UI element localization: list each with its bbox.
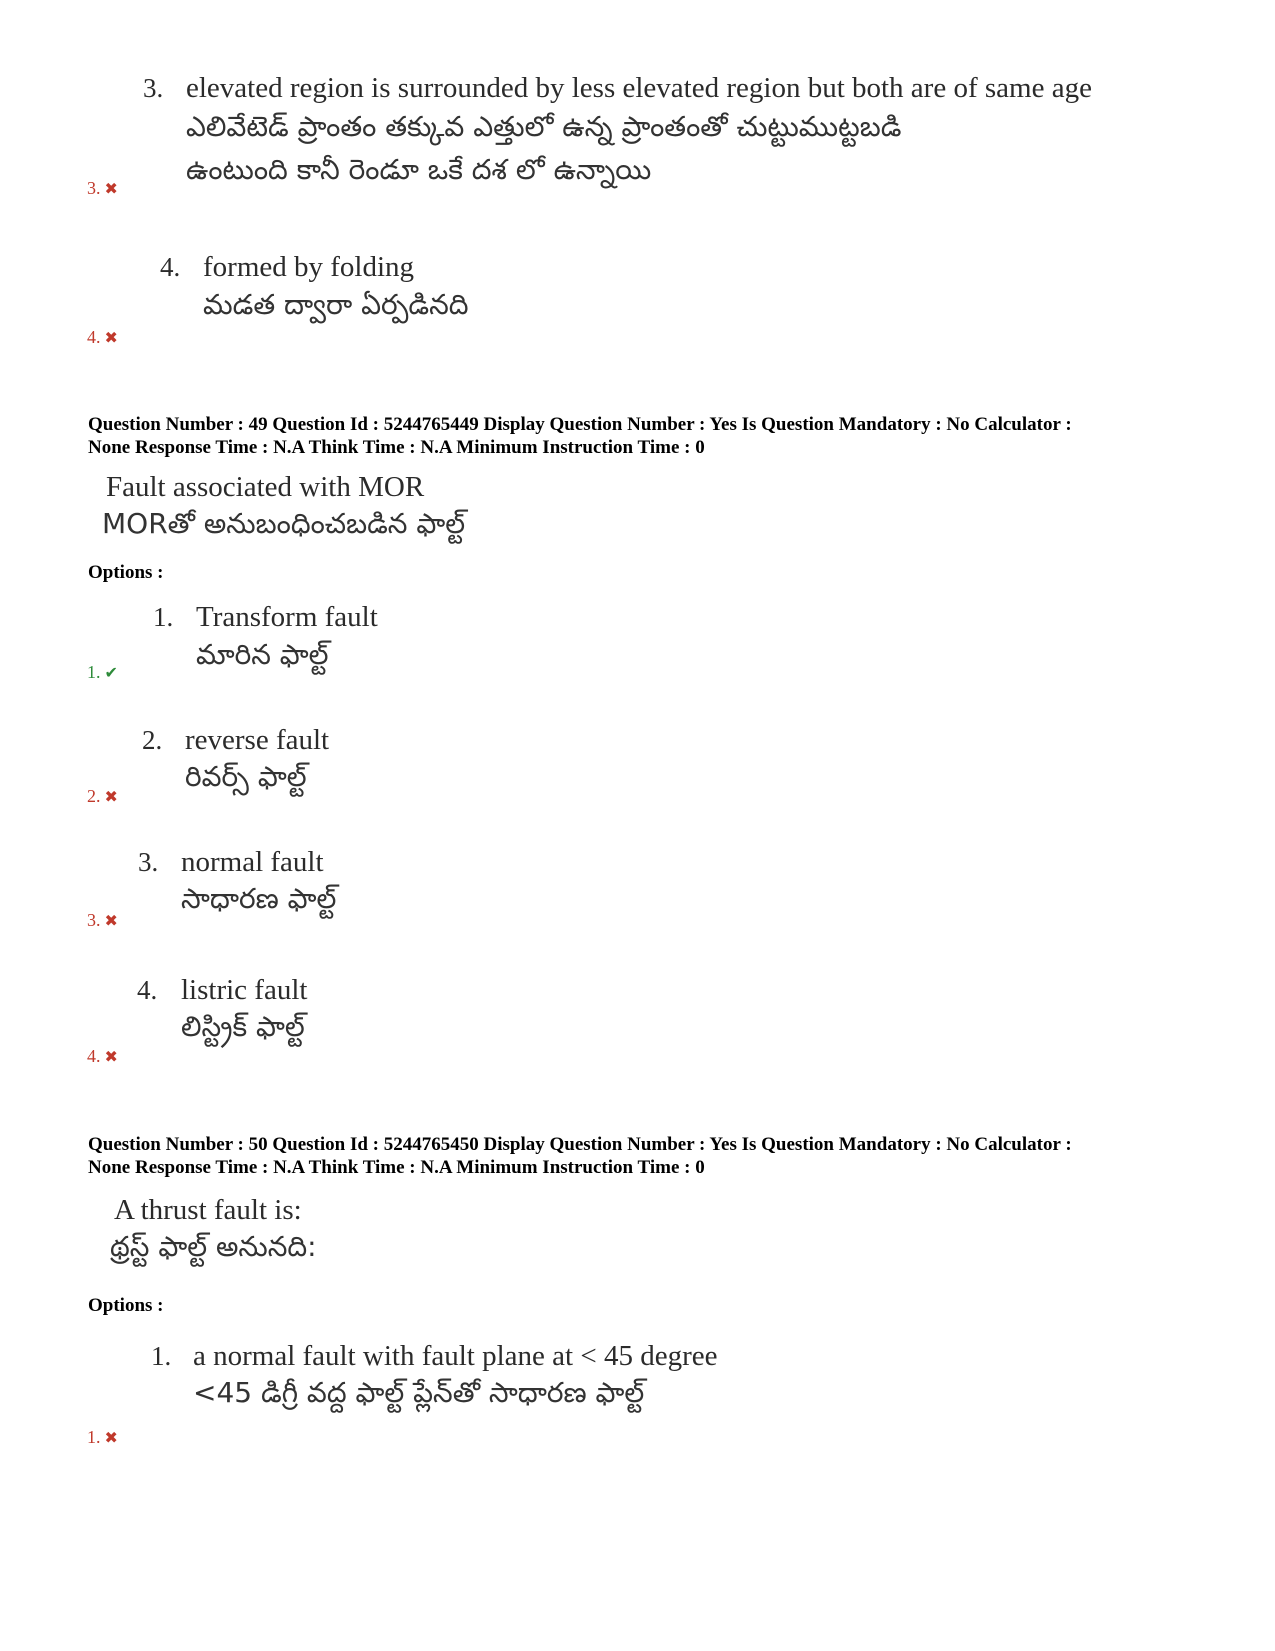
question-meta: Question Number : 49 Question Id : 5244765449 Display Question Number : Yes Is Question Mandatory : No Calculator : None Response Time : N.A Think Time : N.A Minimum Instruction Time : 0 [88, 414, 1072, 458]
option-number: 4. [160, 252, 181, 282]
option-number: 1. [151, 1341, 172, 1371]
wrong-answer-marker: 4. ✖ [87, 327, 118, 347]
options-label: Options : [88, 562, 164, 583]
option-number: 3. [143, 73, 164, 103]
cross-icon: ✖ [104, 1428, 118, 1447]
option-text-en: formed by folding [203, 251, 415, 283]
option-text-te: మారిన ఫాల్ట్ [196, 638, 329, 671]
option-text-en: elevated region is surrounded by less elevated region but both are of same age [186, 72, 1092, 104]
option-number: 3. [138, 847, 159, 877]
wrong-answer-marker: 4. ✖ [87, 1046, 118, 1066]
option-text-te: <45 డిగ్రీ వద్ద ఫాల్ట్ ప్లేన్‌తో సాధారణ ఫాల్ట్ [193, 1376, 645, 1409]
cross-icon: ✖ [104, 179, 118, 198]
option-number: 1. [153, 602, 174, 632]
correct-answer-marker: 1. ✔ [87, 662, 118, 682]
option-text-te: మడత ద్వారా ఏర్పడినది [203, 288, 469, 321]
question-text-te: MORతో అనుబంధించబడిన ఫాల్ట్ [102, 507, 466, 540]
option-text-te: ఎలివేటెడ్ ప్రాంతం తక్కువ ఎత్తులో ఉన్న ప్రాంతంతో చుట్టుముట్టబడి [186, 110, 902, 143]
cross-icon: ✖ [104, 911, 118, 930]
checkmark-icon: ✔ [104, 663, 118, 682]
question-text-te: థ్రస్ట్ ఫాల్ట్ అనునది: [110, 1230, 317, 1263]
cross-icon: ✖ [104, 328, 118, 347]
option-text-en: a normal fault with fault plane at < 45 degree [193, 1340, 718, 1372]
option-text-en: listric fault [181, 974, 308, 1006]
cross-icon: ✖ [104, 787, 118, 806]
option-text-en: reverse fault [185, 724, 330, 756]
option-text-en: normal fault [181, 846, 324, 878]
option-number: 2. [142, 725, 163, 755]
wrong-answer-marker: 3. ✖ [87, 178, 118, 198]
option-text-en: Transform fault [196, 601, 378, 633]
wrong-answer-marker: 1. ✖ [87, 1427, 118, 1447]
wrong-answer-marker: 3. ✖ [87, 910, 118, 930]
options-label: Options : [88, 1295, 164, 1316]
cross-icon: ✖ [104, 1047, 118, 1066]
question-meta: Question Number : 50 Question Id : 5244765450 Display Question Number : Yes Is Question Mandatory : No Calculator : None Response Time : N.A Think Time : N.A Minimum Instruction Time : 0 [88, 1134, 1072, 1178]
option-text-te: లిస్ట్రిక్ ఫాల్ట్ [181, 1010, 305, 1043]
option-text-te: రివర్స్ ఫాల్ట్ [185, 760, 307, 793]
wrong-answer-marker: 2. ✖ [87, 786, 118, 806]
option-text-te: సాధారణ ఫాల్ట్ [181, 882, 337, 915]
option-number: 4. [137, 975, 158, 1005]
option-text-te: ఉంటుంది కానీ రెండూ ఒకే దశ లో ఉన్నాయి [186, 153, 652, 186]
question-text-en: Fault associated with MOR [106, 471, 425, 503]
question-text-en: A thrust fault is: [114, 1194, 302, 1226]
